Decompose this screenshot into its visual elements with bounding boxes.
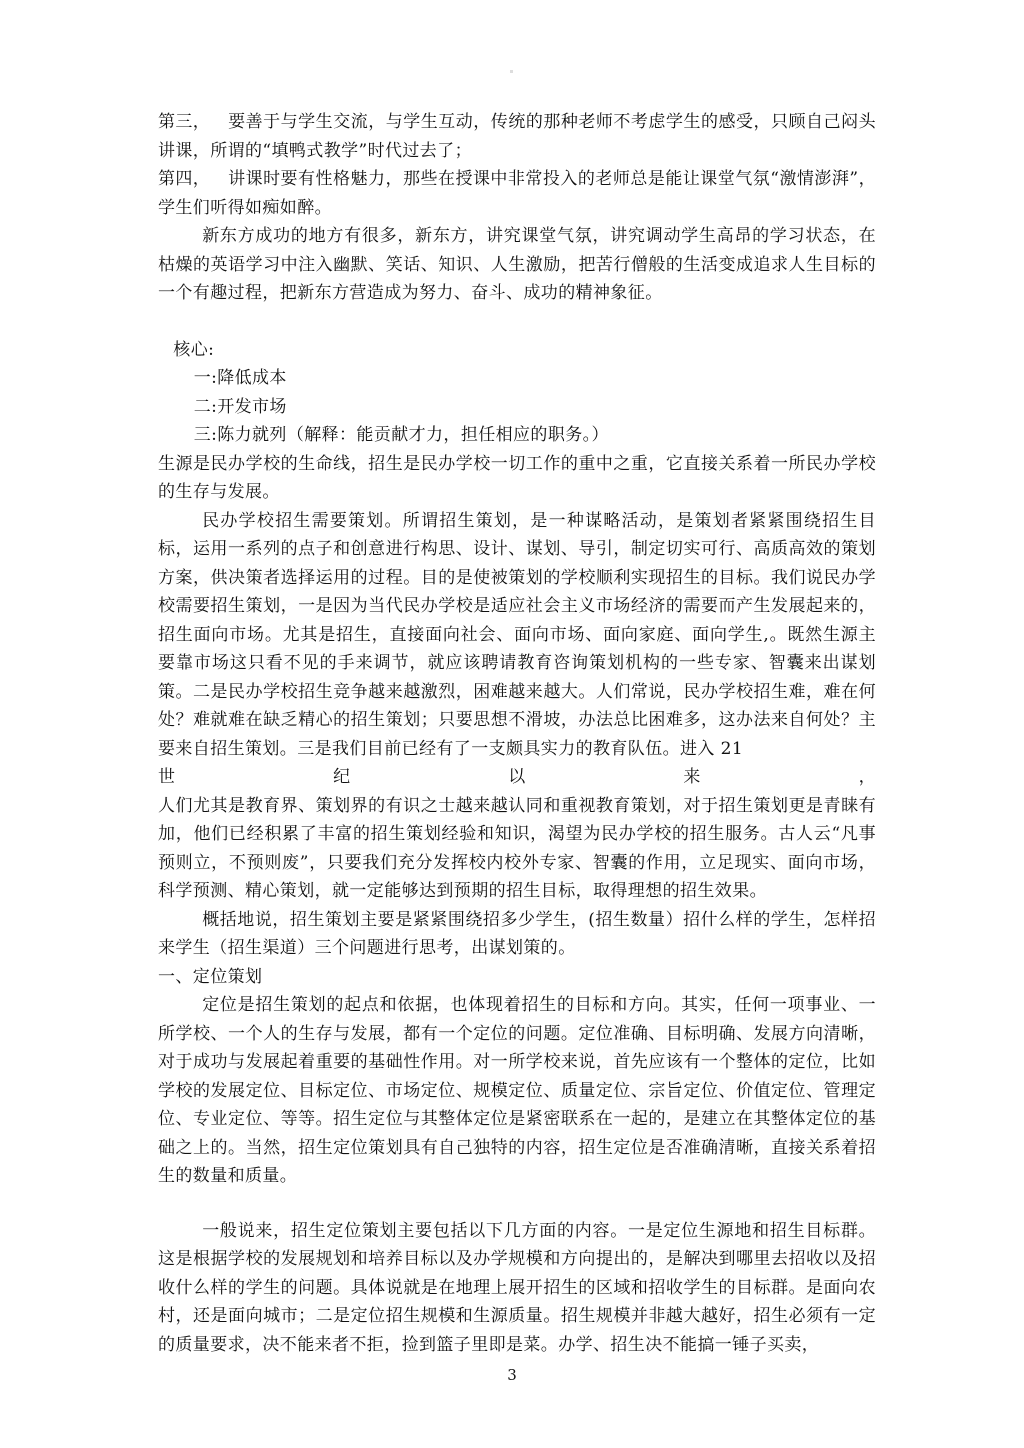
paragraph-enrollment-planning: 民办学校招生需要策划。所谓招生策划，是一种谋略活动，是策划者紧紧围绕招生目标，运用一系列的点子和创意进行构思、设计、谋划、导引，制定切实可行、高质高效的策划方案，供决策者选择运用的过程。目的是使被策划的学校顺利实现招生的目标。我们说民办学校需要招生策划，一是因为当代民办学校是适应社会主义市场经济的需要而产生发展起来的，招生面向市场。尤其是招生，直接面向社会、面向市场、面向家庭、面向学生,。既然生源主要靠市场这只看不见的手来调节，就应该聘请教育咨询策划机构的一些专家、智囊来出谋划策。二是民办学校招生竞争越来越激烈，困难越来越大。人们常说，民办学校招生难，难在何处？难就难在缺乏精心的招生策划；只要思想不滑坡，办法总比困难多，这办法来自何处？主要来自招生策划。三是我们目前已经有了一支颇具实力的教育队伍。进入 21 bbox=[158, 510, 876, 759]
core-item: 一:降低成本 bbox=[193, 368, 287, 388]
core-title: 核心: bbox=[173, 339, 215, 360]
paragraph-positioning-content: 一般说来，招生定位策划主要包括以下几方面的内容。一是定位生源地和招生目标群。这是根据学校的发展规划和培养目标以及办学规模和方向提出的，是解决到哪里去招收以及招收什么样的学生的问题。具体说就是在地理上展开招生的区域和招收学生的目标群。是面向农村，还是面向城市；二是定位招生规模和生源质量。招生规模并非越大越好，招生必须有一定的质量要求，决不能来者不拒，捡到篮子里即是菜。办学、招生决不能搞一锤子买卖， bbox=[158, 1220, 876, 1355]
page-number: 3 bbox=[507, 1366, 517, 1384]
spread-line bbox=[158, 763, 876, 792]
document-body bbox=[158, 108, 876, 1359]
spread-char: 纪 bbox=[333, 767, 351, 787]
core-item: 三:陈力就列（解释：能贡献才力，担任相应的职务。） bbox=[193, 425, 609, 445]
spread-char: 世 bbox=[158, 767, 176, 787]
paragraph-enrollment-planning-cont: 人们尤其是教育界、策划界的有识之士越来越认同和重视教育策划，对于招生策划更是青睐有加，他们已经积累了丰富的招生策划经验和知识，渴望为民办学校的招生服务。古人云“凡事预则立，不预则废”，只要我们充分发挥校内校外专家、智囊的作用，立足现实、面向市场，科学预测、精心策划，就一定能够达到预期的招生目标，取得理想的招生效果。 bbox=[158, 795, 876, 901]
spread-char: 以 bbox=[508, 767, 526, 787]
paragraph-positioning: 定位是招生策划的起点和依据，也体现着招生的目标和方向。其实，任何一项事业、一所学校、一个人的生存与发展，都有一个定位的问题。定位准确、目标明确、发展方向清晰，对于成功与发展起着重要的基础性作用。对一所学校来说，首先应该有一个整体的定位，比如学校的发展定位、目标定位、市场定位、规模定位、质量定位、宗旨定位、价值定位、管理定位、专业定位、等等。招生定位与其整体定位是紧密联系在一起的，是建立在其整体定位的基础之上的。当然，招生定位策划具有自己独特的内容，招生定位是否准确清晰，直接关系着招生的数量和质量。 bbox=[158, 995, 876, 1186]
paragraph-student-source: 生源是民办学校的生命线，招生是民办学校一切工作的重中之重，它直接关系着一所民办学校的生存与发展。 bbox=[158, 453, 876, 502]
paragraph-point-three bbox=[158, 108, 876, 165]
spread-char: ， bbox=[858, 767, 876, 787]
scan-mark bbox=[510, 70, 513, 73]
point-three-text: 要善于与学生交流，与学生互动，传统的那种老师不考虑学生的感受，只顾自己闷头讲课，所谓的“填鸭式教学”时代过去了； bbox=[158, 112, 876, 161]
spread-char: 来 bbox=[683, 767, 701, 787]
paragraph-new-oriental: 新东方成功的地方有很多，新东方，讲究课堂气氛，讲究调动学生高昂的学习状态，在枯燥的英语学习中注入幽默、笑话、知识、人生激励，把苦行僧般的生活变成追求人生目标的一个有趣过程，把新东方营造成为努力、奋斗、成功的精神象征。 bbox=[158, 226, 876, 303]
point-three-label: 第三， bbox=[158, 112, 211, 132]
core-item: 二:开发市场 bbox=[193, 396, 287, 417]
point-four-label: 第四， bbox=[158, 169, 211, 189]
section-heading: 一、定位策划 bbox=[158, 966, 263, 987]
paragraph-point-four bbox=[158, 165, 876, 222]
paragraph-summary: 概括地说，招生策划主要是紧紧围绕招多少学生，(招生数量）招什么样的学生，怎样招来学生（招生渠道）三个问题进行思考，出谋划策的。 bbox=[158, 909, 876, 958]
point-four-text: 讲课时要有性格魅力，那些在授课中非常投入的老师总是能让课堂气氛“激情澎湃”，学生们听得如痴如醉。 bbox=[158, 169, 876, 218]
